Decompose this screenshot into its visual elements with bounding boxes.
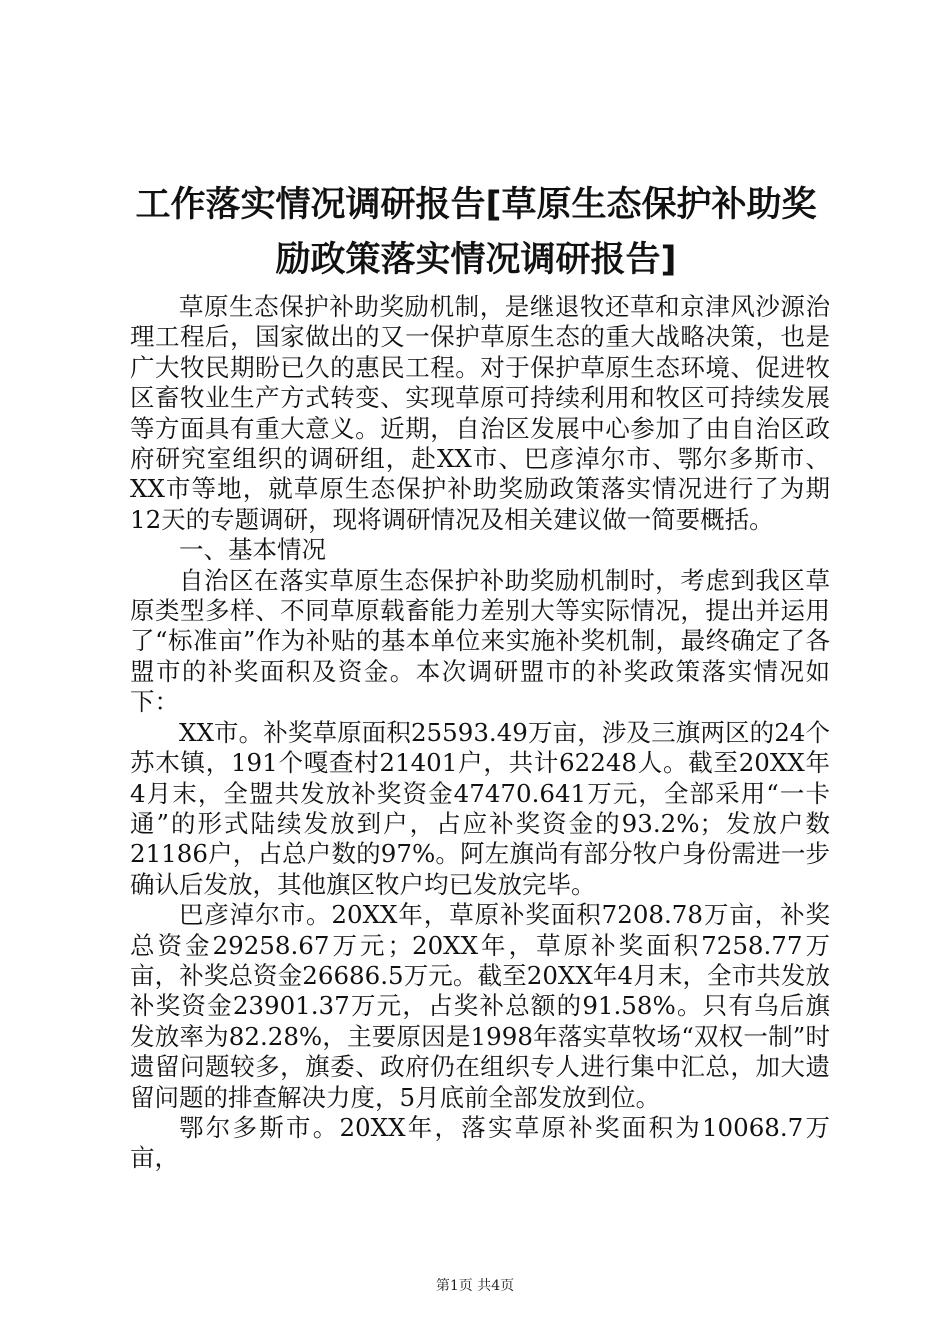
document-body (130, 292, 830, 1174)
section-heading-basic-situation: 一、基本情况 (179, 535, 326, 565)
document-title: 工作落实情况调研报告[草原生态保护补助奖励政策落实情况调研报告] (135, 185, 817, 280)
paragraph-ordos: 鄂尔多斯市。20XX年，落实草原补奖面积为10068.7万亩， (130, 1112, 830, 1173)
paragraph-intro: 草原生态保护补助奖励机制，是继退牧还草和京津风沙源治理工程后，国家做出的又一保护草原生态的重大战略决策，也是广大牧民期盼已久的惠民工程。对于保护草原生态环境、促进牧区畜牧业生产方式转变、实现草原可持续利用和牧区可持续发展等方面具有重大意义。近期，自治区发展中心参加了由自治区政府研究室组织的调研组，赴XX市、巴彦淖尔市、鄂尔多斯市、XX市等地，就草原生态保护补助奖励政策落实情况进行了为期12天的专题调研，现将调研情况及相关建议做一简要概括。 (130, 292, 830, 534)
paragraph-xx-city: XX市。补奖草原面积25593.49万亩，涉及三旗两区的24个苏木镇，191个嘎查村21401户，共计62248人。截至20XX年4月末，全盟共发放补奖资金47470.641万元，全部采用“一卡通”的形式陆续发放到户，占应补奖资金的93.2%；发放户数21186户，占总户数的97%。阿左旗尚有部分牧户身份需进一步确认后发放，其他旗区牧户均已发放完毕。 (130, 717, 830, 899)
paragraph-bayannur: 巴彦淖尔市。20XX年，草原补奖面积7208.78万亩，补奖总资金29258.67万元；20XX年，草原补奖面积7258.77万亩，补奖总资金26686.5万元。截至20XX年4月末，全市共发放补奖资金23901.37万元，占奖补总额的91.58%。只有乌后旗发放率为82.28%，主要原因是1998年落实草牧场“双权一制”时遗留问题较多，旗委、政府仍在组织专人进行集中汇总，加大遗留问题的排查解决力度，5月底前全部发放到位。 (130, 900, 830, 1112)
page-number-footer: 第1页 共4页 (435, 1278, 515, 1294)
paragraph-mechanism: 自治区在落实草原生态保护补助奖励机制时，考虑到我区草原类型多样、不同草原载畜能力差别大等实际情况，提出并运用了“标准亩”作为补贴的基本单位来实施补奖机制，最终确定了各盟市的补奖面积及资金。本次调研盟市的补奖政策落实情况如下： (130, 565, 830, 717)
